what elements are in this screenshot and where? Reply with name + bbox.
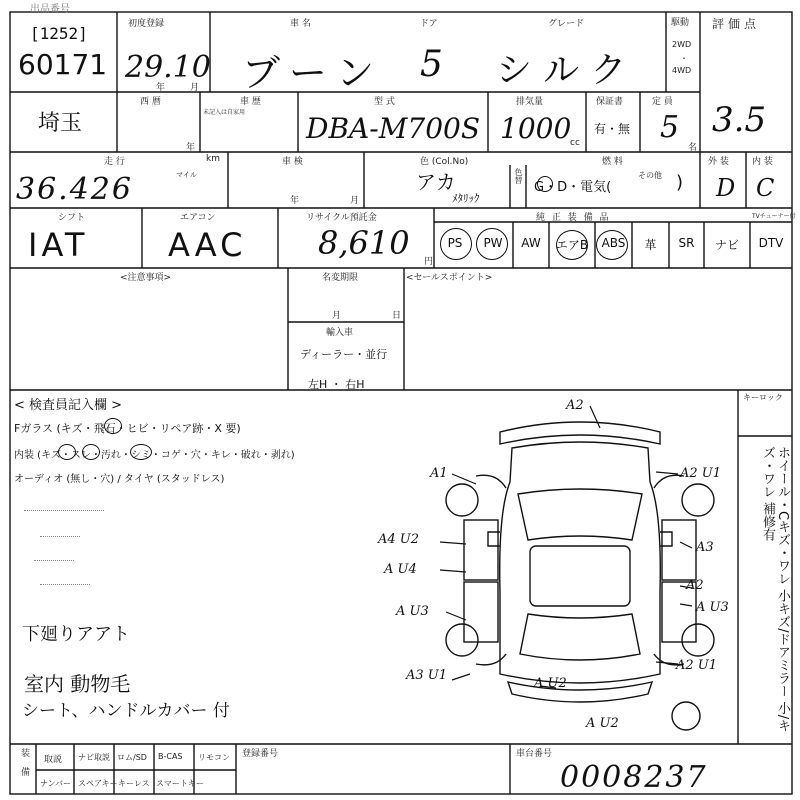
first-reg-month-unit: 月 <box>190 83 200 93</box>
fuel-circle-mark <box>537 176 553 192</box>
door-value: 5 <box>420 44 443 85</box>
equip-abs-circle <box>596 230 628 260</box>
mark-rear-lower: A U2 <box>586 716 619 731</box>
top-faint-label: 出品番号 <box>30 4 70 15</box>
region-value: 埼玉 <box>38 111 83 136</box>
mileage-unit: マイル <box>176 171 197 179</box>
mark-right-rear-fender: A2 U1 <box>676 658 718 673</box>
drive-option-4wd: 4WD <box>672 66 692 75</box>
shaken-label: 車 検 <box>282 157 303 167</box>
footer-item-navi-manual: ナビ取説 <box>78 753 110 762</box>
equip-airbag-circle <box>556 230 588 260</box>
shaken-month: 月 <box>350 196 360 206</box>
rating-value: 3.5 <box>712 100 767 140</box>
recycle-value: 8,610 <box>318 224 410 262</box>
chassis-value: 0008237 <box>560 760 708 795</box>
interior-shimi-circle <box>130 444 152 460</box>
footer-item-number-plate: ナンバー <box>40 779 72 788</box>
dotted-line <box>34 560 74 562</box>
equip-ps: PS <box>447 236 463 250</box>
history-label: 車 歴 <box>240 97 261 107</box>
recycle-unit: 円 <box>424 257 434 267</box>
tuner-label: TVチューナー付 <box>752 213 796 220</box>
lot-prefix: [1252] <box>30 24 88 43</box>
western-year-label: 西 暦 <box>140 97 161 107</box>
car-name-value: ブーン <box>242 51 385 95</box>
equip-aw: AW <box>521 236 541 250</box>
side-damage-text: ホイール・Cキズ・ワレ 小キズ/ドアミラー 小/キズ・ワレ 補修有 <box>760 446 790 733</box>
rating-label: 評価点 <box>712 17 761 31</box>
capacity-value: 5 <box>660 110 680 145</box>
hw-note-undercarriage: 下廻りアアト <box>22 624 130 645</box>
sales-label: <セールスポイント> <box>406 273 493 283</box>
mark-rear-bumper: A U2 <box>534 676 567 691</box>
grade-value: シルク <box>496 50 639 91</box>
chassis-label: 車台番号 <box>516 749 553 759</box>
western-year-unit: 年 <box>186 143 196 153</box>
footer-group-label: 装備 <box>19 748 29 786</box>
inspector-line-interior: 内装 (キズ・スレ・汚れ・シミ・コゲ・穴・キレ・破れ・剥れ) <box>14 450 295 461</box>
mark-left-rear-door: A U3 <box>396 604 429 619</box>
mark-right-front-fender: A2 U1 <box>680 466 722 481</box>
model-value: DBA-M700S <box>306 112 481 145</box>
mark-left-step: A U4 <box>384 562 417 577</box>
fuel-value: G・D・電気( <box>534 180 612 195</box>
mark-left-front-door: A4 U2 <box>378 532 420 547</box>
displacement-unit: cc <box>570 138 580 148</box>
dotted-line <box>40 536 80 538</box>
equip-label: 純 正 装 備 品 <box>536 213 611 223</box>
door-label: ドア <box>420 19 438 29</box>
mark-right-rear-door: A2 <box>686 578 704 593</box>
hw-note-interior: 室内 動物毛 <box>24 672 131 696</box>
footer-item-remote: リモコン <box>198 753 230 762</box>
recycle-label: リサイクル預託金 <box>306 213 377 223</box>
keylock-label: キーロック <box>743 393 783 402</box>
shift-value: IAT <box>28 226 89 264</box>
inspector-line-glass: Fガラス (キズ・飛石・ヒビ・リペア跡・X 要) <box>14 422 241 435</box>
grade-label: グレード <box>548 19 585 29</box>
hw-note-seat: シート、ハンドルカバー 付 <box>22 701 230 721</box>
drive-option-2wd: 2WD <box>672 40 692 49</box>
dealer-label: ディーラー・並行 <box>300 348 388 361</box>
reg-number-label: 登録番号 <box>242 749 279 759</box>
history-note: 未記入は自家用 <box>203 109 246 116</box>
shift-label: シフト <box>58 213 86 223</box>
equip-sr: SR <box>678 236 695 250</box>
mark-right-front-door: A3 <box>696 540 714 555</box>
color-value: アカ <box>416 170 456 194</box>
footer-item-spare-key: スペアキー <box>78 779 118 788</box>
car-diagram <box>380 392 740 744</box>
mark-left-front-fender: A1 <box>430 466 448 481</box>
mark-left-rear-fender: A3 U1 <box>406 668 448 683</box>
fuel-label: 燃 料 <box>602 157 623 167</box>
fuel-close: ) <box>676 172 684 193</box>
ac-label: エアコン <box>180 213 216 223</box>
name-change-month: 月 <box>332 311 342 321</box>
first-reg-value: 29.10 <box>125 50 211 85</box>
lot-number: 60171 <box>18 48 108 81</box>
interior-sure-circle <box>82 444 100 460</box>
displacement-label: 排気量 <box>516 97 544 107</box>
exterior-label: 外 装 <box>708 157 729 167</box>
equip-pw-circle <box>476 228 508 260</box>
equip-navi: ナビ <box>714 238 739 252</box>
inspector-title: < 検査員記入欄 > <box>14 398 123 413</box>
first-reg-label: 初度登録 <box>128 19 165 29</box>
equip-airbag: エアB <box>555 238 589 252</box>
ac-value: AAC <box>168 226 247 264</box>
mileage-value: 36.426 <box>16 172 133 207</box>
color-label: 色 (Col.No) <box>420 157 469 167</box>
equip-pw: PW <box>483 236 503 250</box>
caution-label: <注意事項> <box>120 273 172 283</box>
displacement-value: 1000 <box>500 112 572 145</box>
warranty-label: 保証書 <box>596 97 624 107</box>
model-label: 型 式 <box>374 97 395 107</box>
mark-right-rear-panel: A U3 <box>696 600 729 615</box>
warranty-value: 有・無 <box>594 122 631 136</box>
equip-abs: ABS <box>601 236 626 250</box>
exterior-value: D <box>716 174 736 202</box>
import-label: 輸入車 <box>326 328 354 338</box>
fuel-other: その他 <box>638 171 662 180</box>
km-unit: km <box>206 154 220 164</box>
first-reg-year-unit: 年 <box>156 83 166 93</box>
shaken-year: 年 <box>290 196 300 206</box>
footer-item-rom-sd: ロム/SD <box>117 753 147 762</box>
footer-item-keyless: キーレス <box>118 779 150 788</box>
mark-front-bumper: A2 <box>566 398 584 413</box>
mileage-label: 走 行 <box>104 157 125 167</box>
equip-dtv: DTV <box>758 236 784 250</box>
drive-label: 駆動 <box>671 18 690 28</box>
interior-kizu-circle <box>58 444 76 460</box>
car-name-label: 車 名 <box>290 19 311 29</box>
footer-item-smart-key: スマートキー <box>156 779 204 788</box>
glass-tobiishi-circle <box>104 418 122 434</box>
interior-label: 内 装 <box>752 157 773 167</box>
interior-value: C <box>756 174 775 202</box>
dotted-line <box>40 584 90 586</box>
footer-item-manual: 取説 <box>44 755 63 765</box>
color-sub: ﾒﾀﾘｯｸ <box>452 192 480 205</box>
footer-item-bcas: B-CAS <box>158 752 183 761</box>
name-change-day: 日 <box>392 311 402 321</box>
capacity-unit: 名 <box>688 143 698 153</box>
dotted-line <box>24 510 104 512</box>
hand-label: 左H ・ 右H <box>308 378 365 391</box>
drive-option-sep: ・ <box>680 54 688 63</box>
name-change-label: 名変期限 <box>322 273 359 283</box>
color-change-label: 色替 <box>514 168 523 184</box>
equip-ps-circle <box>440 228 472 260</box>
capacity-label: 定 員 <box>652 97 673 107</box>
inspector-line-audio: オーディオ (無し・穴) / タイヤ (スタッドレス) <box>14 474 225 485</box>
equip-leather: 革 <box>644 238 657 252</box>
